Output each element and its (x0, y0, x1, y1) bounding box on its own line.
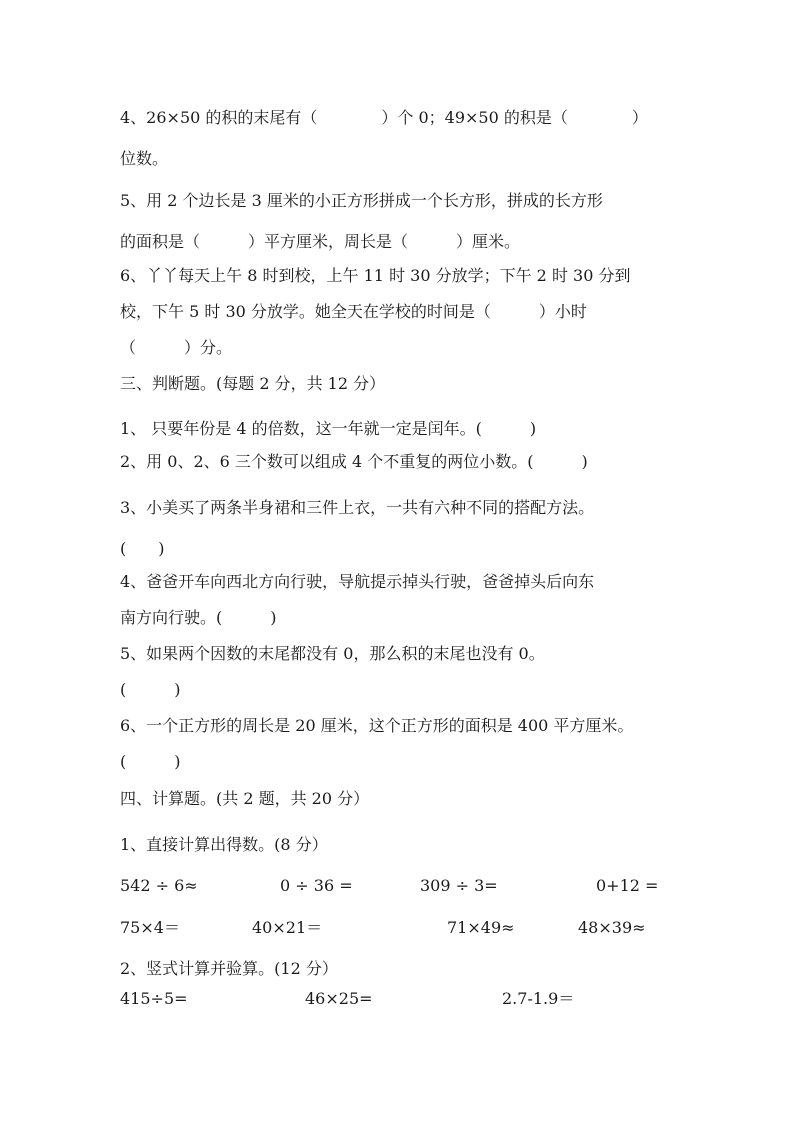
calc-item: 40×21＝ (252, 918, 323, 937)
calc-item: 0 ÷ 36 = (280, 876, 353, 895)
judge-item-4: 4、爸爸开车向西北方向行驶，导航提示掉头行驶，爸爸掉头后向东 (120, 572, 595, 591)
calc-item: 71×49≈ (447, 918, 515, 937)
judge-item-3: 3、小美买了两条半身裙和三件上衣，一共有六种不同的搭配方法。 (120, 498, 595, 517)
question-6-line-1: 6、丫丫每天上午 8 时到校，上午 11 时 30 分放学；下午 2 时 30 分到 (120, 266, 631, 285)
section-4-heading: 四、计算题。(共 2 题，共 20 分） (120, 789, 370, 808)
question-6-line-2: 校，下午 5 时 30 分放学。她全天在学校的时间是（ ）小时 (120, 302, 587, 321)
section-3-heading: 三、判断题。(每题 2 分，共 12 分） (120, 374, 386, 393)
vertical-calc-item: 415÷5= (120, 989, 188, 1008)
question-6-line-3: （ ）分。 (120, 338, 233, 357)
calc-item: 0+12 = (596, 876, 659, 895)
question-4-line-1: 4、26×50 的积的末尾有（ ）个 0；49×50 的积是（ ） (120, 108, 648, 127)
vertical-calc-item: 2.7-1.9＝ (502, 989, 575, 1008)
question-4-line-2: 位数。 (120, 149, 169, 168)
judge-item-6-answer: ( ) (120, 752, 181, 771)
calc-item: 309 ÷ 3= (420, 876, 498, 895)
calc-item: 75×4＝ (120, 918, 180, 937)
judge-item-3-answer: ( ) (120, 539, 165, 558)
judge-item-5-answer: ( ) (120, 680, 181, 699)
judge-item-6: 6、一个正方形的周长是 20 厘米，这个正方形的面积是 400 平方厘米。 (120, 716, 634, 735)
calc-q2-title: 2、竖式计算并验算。(12 分） (120, 959, 338, 978)
judge-item-2: 2、用 0、2、6 三个数可以组成 4 个不重复的两位小数。( ) (120, 452, 588, 471)
question-5-line-2: 的面积是（ ）平方厘米，周长是（ ）厘米。 (120, 232, 521, 251)
question-5-line-1: 5、用 2 个边长是 3 厘米的小正方形拼成一个长方形，拼成的长方形 (120, 191, 603, 210)
calc-item: 542 ÷ 6≈ (120, 876, 198, 895)
judge-item-4-line-2: 南方向行驶。( ) (120, 608, 277, 627)
calc-q1-title: 1、直接计算出得数。(8 分） (120, 835, 328, 854)
calc-item: 48×39≈ (578, 918, 646, 937)
judge-item-1: 1、 只要年份是 4 的倍数，这一年就一定是闰年。( ) (120, 419, 537, 438)
vertical-calc-item: 46×25= (305, 989, 373, 1008)
judge-item-5: 5、如果两个因数的末尾都没有 0，那么积的末尾也没有 0。 (120, 644, 545, 663)
